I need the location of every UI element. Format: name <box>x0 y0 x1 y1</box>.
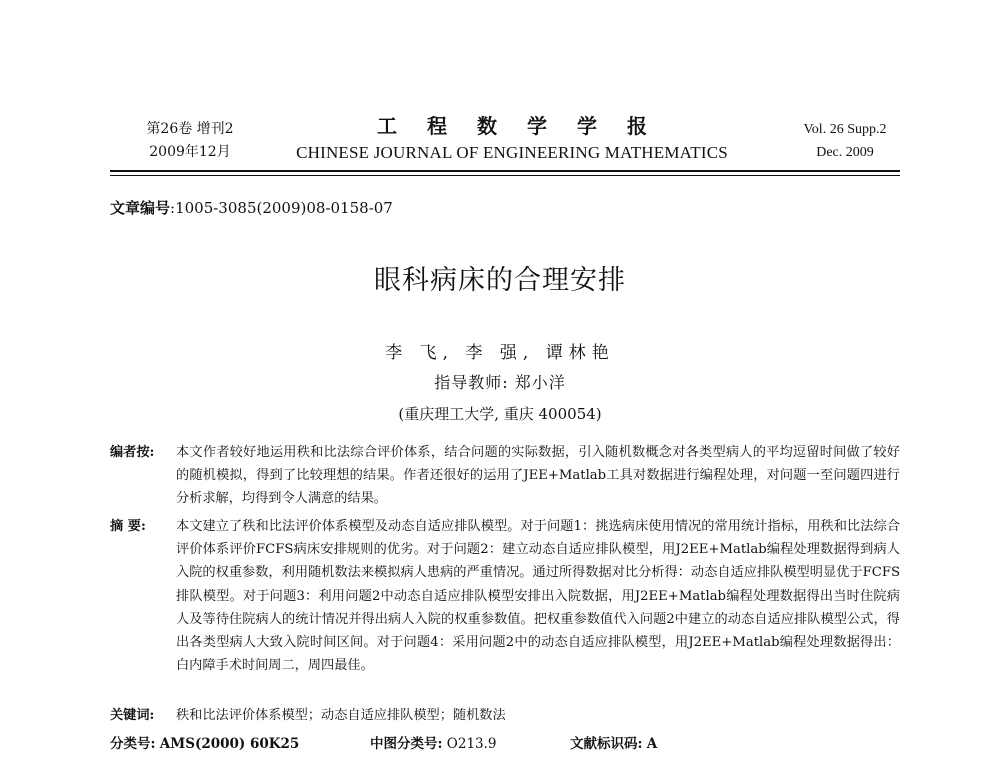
journal-volume-cn-block <box>110 118 270 164</box>
header-rule-thick <box>110 170 900 172</box>
keywords <box>110 704 900 727</box>
editor-note <box>110 441 900 511</box>
article-number-value: :1005-3085(2009)08-0158-07 <box>170 199 393 217</box>
clc-label: 中图分类号: <box>370 736 443 752</box>
keywords-text: 秩和比法评价体系模型；动态自适应排队模型；随机数法 <box>176 708 506 723</box>
abstract-text: 本文建立了秩和比法评价体系模型及动态自适应排队模型。对于问题1：挑选病床使用情况的常用统计指标，用秩和比法综合评价体系评价FCFS病床安排规则的优劣。对于问题2：建立动态自适应排队模型，用J2EE+Matlab编程处理数据得到病人入院的权重参数，利用随机数法来模拟病人患病的严重情况。通过所得数据对比分析得：动态自适应排队模型明显优于FCFS排队模型。对于问题3：利用问题2中动态自适应排队模型安排出入院数据，用J2EE+Matlab编程处理数据得出当时住院病人及等待住院病人的统计情况并得出病人入院的权重参数值。把权重参数值代入问题2中建立的动态自适应排队模型公式，得出各类型病人大致入院时间区间。对于问题4：采用问题2中的动态自适应排队模型，用J2EE+Matlab编程处理数据得出：白内障手术时间周二，周四最佳。 <box>176 519 900 674</box>
date-cn: 2009年12月 <box>149 144 231 160</box>
clc-value: O213.9 <box>446 736 497 752</box>
classification-row <box>110 732 657 752</box>
clc-classification <box>370 732 570 752</box>
journal-volume-en-block <box>780 118 910 164</box>
volume-en: Vol. 26 Supp.2 <box>803 122 887 137</box>
article-number <box>110 197 393 218</box>
doc-code <box>570 732 657 752</box>
paper-affiliation: (重庆理工大学, 重庆 400054) <box>398 405 602 423</box>
article-number-label: 文章编号 <box>110 199 171 217</box>
ams-value: AMS(2000) 60K25 <box>159 736 300 752</box>
keywords-label: 关键词: <box>110 708 155 723</box>
paper-advisor: 指导教师: 郑小洋 <box>434 373 566 392</box>
volume-cn: 第26卷 增刊2 <box>146 121 234 137</box>
editor-note-label: 编者按: <box>110 445 155 460</box>
editor-note-text: 本文作者较好地运用秩和比法综合评价体系，结合问题的实际数据，引入随机数概念对各类型病人的平均逗留时间做了较好的随机模拟，得到了比较理想的结果。作者还很好的运用了JEE+Matlab工具对数据进行编程处理，对问题一至问题四进行分析求解，均得到令人满意的结果。 <box>176 445 900 507</box>
ams-label: 分类号: <box>110 736 156 752</box>
abstract-label: 摘 要: <box>110 519 146 534</box>
header-rule-thin <box>110 175 900 176</box>
doc-code-label: 文献标识码: <box>570 736 643 752</box>
journal-name-cn: 工程数学学报 <box>377 114 677 138</box>
date-en: Dec. 2009 <box>816 145 874 160</box>
journal-name-en: CHINESE JOURNAL OF ENGINEERING MATHEMATICS <box>296 143 728 162</box>
abstract <box>110 515 900 677</box>
paper-title: 眼科病床的合理安排 <box>374 265 626 296</box>
doc-code-value: A <box>646 736 658 752</box>
paper-authors: 李 飞, 李 强, 谭林艳 <box>385 343 615 363</box>
ams-classification <box>110 732 370 752</box>
journal-title-block <box>262 112 762 166</box>
